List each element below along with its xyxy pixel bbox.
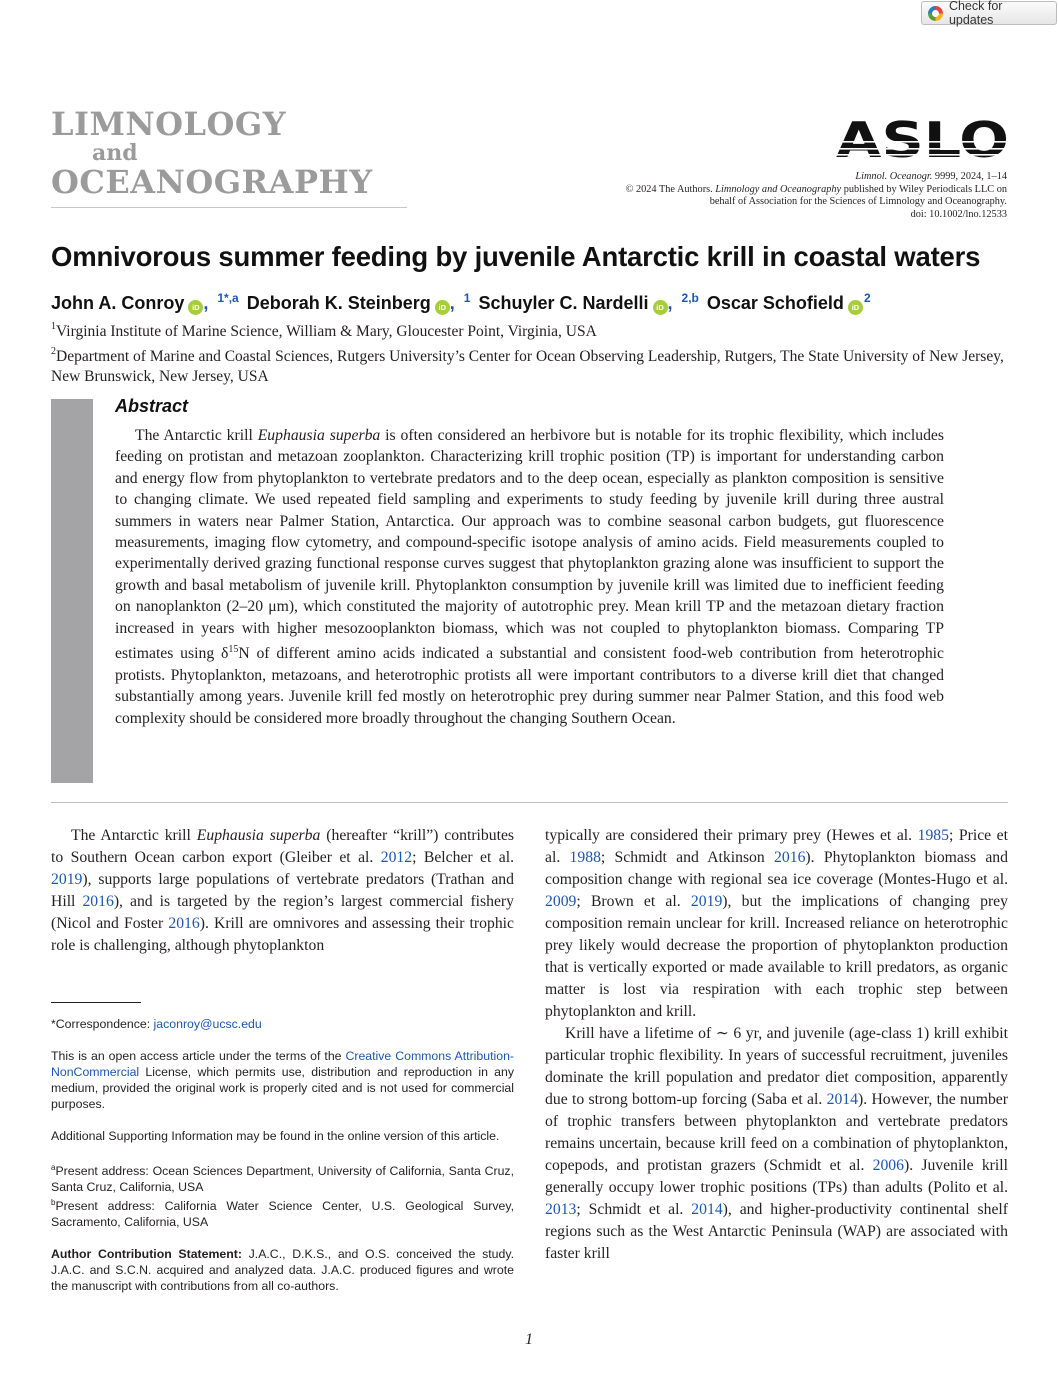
affiliation-1: $^1$Virginia Institute of Marine Science, William & Mary, Gloucester Point, Virginia, USA [51, 321, 597, 341]
correspondence-email-link[interactable]: jaconroy@ucsc.edu [153, 1017, 262, 1031]
footnote-correspondence: *Correspondence: jaconroy@ucsc.edu [51, 1017, 262, 1031]
citation-link[interactable]: 2012 [380, 849, 413, 866]
author-name[interactable]: Deborah K. Steinberg [246, 293, 431, 313]
citation-publisher: published by Wiley Periodicals LLC on [843, 183, 1007, 195]
footnote-open-access: This is an open access article under the terms of the Creative Commons Attribution-NonCommercial License, which permits use, distribution and reproduction in any medium, provided the original work is properly cited and is not used for commercial purposes. [51, 1049, 515, 1111]
citation-volume: 9999, 2024, 1–14 [934, 171, 1007, 182]
citation-link[interactable]: 1988 [569, 849, 601, 866]
author-affiliation-marker[interactable]: 1*,a [217, 291, 239, 305]
citation-link[interactable]: 2016 [168, 915, 200, 932]
orcid-icon[interactable]: iD [435, 300, 450, 315]
author-affiliation-marker[interactable]: 2,b [681, 291, 699, 305]
citation-link[interactable]: 2016 [82, 893, 114, 910]
citation-link[interactable]: 1985 [917, 827, 949, 844]
body-column-right [545, 825, 1008, 1265]
author-affiliation-marker[interactable]: 2 [863, 291, 871, 305]
author-name[interactable]: Schuyler C. Nardelli [478, 293, 649, 313]
citation-link[interactable]: 2014 [691, 1201, 723, 1218]
body-paragraph: typically are considered their primary prey (Hewes et al. 1985; Price et al. 1988; Schmidt and Atkinson 2016). Phytoplankton biomass and composition change with regional sea ice coverage (Montes-Hugo et al. 2009; Brown et al. 2019), but the implications of changing prey composition remain unclear for krill. Increased reliance on heterotrophic prey likely would decrease the proportion of phytoplankton production that is vertically exported or made available to krill predators, as organic matter is lost via respiration with each trophic step between phytoplankton and krill. [545, 827, 1008, 1020]
citation-link[interactable]: 2019 [51, 871, 83, 888]
author: Deborah K. Steinberg iD , 1 [246, 291, 471, 313]
license-link[interactable]: Creative Commons Attribution-NonCommercial [51, 1049, 515, 1079]
footnote-author-contribution: Author Contribution Statement: J.A.C., D.K.S., and O.S. conceived the study. J.A.C. and S.C.N. acquired and analyzed data. J.A.C. produced figures and wrote the manuscript with contributions from all co-authors. [51, 1247, 514, 1294]
orcid-icon[interactable]: iD [188, 300, 203, 315]
citation-link[interactable]: 2009 [545, 893, 577, 910]
abstract-text: The Antarctic krill Euphausia superba is often considered an herbivore but is notable for its trophic flexibility, which includes feeding on protistan and metazoan zooplankton. Characterizing krill trophic position (TP) is important for understanding carbon and energy flow from phytoplankton to vertebrate predators and to the deep ocean, especially as plankton composition is sensitive to changing climate. We used repeated field sampling and experiments to study feeding by juvenile krill during three austral summers in waters near Palmer Station, Antarctica. Our approach was to combine seasonal carbon budgets, gut fluorescence measurements, imaging flow cytometry, and compound-specific isotope analysis of amino acids. Field measurements coupled to experimentally derived grazing functional response curves suggest that phytoplankton grazing alone was insufficient to support the growth and basal metabolism of juvenile krill. Phytoplankton consumption by juvenile krill was limited due to inefficient feeding on nanoplankton (2–20 μm), which constituted the majority of autotrophic prey. Mean krill TP and the metazoan dietary fraction increased in years with higher mesozooplankton biomass, which was not coupled to phytoplankton biomass. Comparing TP estimates using $\delta^{15}N$ of different amino acids indicated a substantial and consistent food-web contribution from heterotrophic protists. Phytoplankton, metazoans, and heterotrophic protists all were important contributors to a diverse krill diet that changed substantially among years. Juvenile krill fed mostly on heterotrophic prey during summer near Palmer Station, and this food web complexity should be considered more broadly throughout the changing Southern Ocean. [115, 427, 945, 727]
citation-journal-abbrev: Limnol. Oceanogr. [855, 171, 933, 182]
journal-title-line3: OCEANOGRAPHY [51, 163, 373, 201]
footnote-supporting-info: Additional Supporting Information may be found in the online version of this article. [51, 1129, 500, 1143]
paper-title: Omnivorous summer feeding by juvenile Antarctic krill in coastal waters [51, 241, 981, 272]
orcid-icon[interactable]: iD [653, 300, 668, 315]
citation-block [527, 171, 1007, 221]
citation-behalf: behalf of Association for the Sciences of Limnology and Oceanography. [709, 196, 1007, 207]
citation-journal-name: Limnology and Oceanography [715, 183, 842, 195]
check-for-updates-button[interactable] [921, 1, 1057, 25]
orcid-icon[interactable]: iD [848, 300, 863, 315]
journal-title [51, 105, 373, 201]
journal-title-line1: LIMNOLOGY [51, 105, 287, 143]
author [707, 293, 871, 314]
author-name[interactable]: Oscar Schofield [706, 293, 844, 313]
journal-title-line2: and [92, 140, 138, 166]
footnote-address-a: $^a$Present address: Ocean Sciences Department, University of California, Santa Cruz, Santa Cruz, California, USA [51, 1163, 514, 1195]
citation-link[interactable]: 2019 [690, 893, 723, 910]
abstract-heading: Abstract [115, 396, 189, 416]
author-list [51, 293, 871, 314]
citation-link[interactable]: 2014 [826, 1091, 858, 1108]
affiliation-2: $^2$Department of Marine and Coastal Sciences, Rutgers University’s Center for Ocean Observing Leadership, Rutgers, The State University of New Jersey, New Brunswick, New Jersey, USA [51, 345, 1004, 386]
body-paragraph: Krill have a lifetime of ∼ 6 yr, and juvenile (age-class 1) krill exhibit particular trophic flexibility. In years of successful recruitment, juveniles dominate the krill population and predator diet composition, apparently due to strong bottom-up forcing (Saba et al. 2014). However, the number of trophic transfers between phytoplankton and vertebrate predators remains uncertain, because krill feed on a combination of phytoplankton, copepods, and protistan grazers (Schmidt et al. 2006). Juvenile krill generally occupy lower trophic positions (TPs) than adults (Polito et al. 2013; Schmidt et al. 2014), and higher-productivity continental shelf regions such as the West Antarctic Peninsula (WAP) are associated with faster krill [545, 1025, 1008, 1262]
abstract-divider [51, 802, 1008, 803]
footnote-address-b: $^b$Present address: California Water Science Center, U.S. Geological Survey, Sacramento, California, USA [51, 1198, 514, 1230]
citation-copyright: © 2024 The Authors. [625, 183, 713, 195]
footnotes [51, 1016, 514, 1310]
body-paragraph: The Antarctic krill Euphausia superba (hereafter “krill”) contributes to Southern Ocean carbon export (Gleiber et al. 2012; Belcher et al. 2019), supports large populations of vertebrate predators (Trathan and Hill 2016), and is targeted by the region’s largest commercial fishery (Nicol and Foster 2016). Krill are omnivores and assessing their trophic role is challenging, although phytoplankton [51, 827, 515, 954]
citation-link[interactable]: 2013 [545, 1201, 577, 1218]
citation-link[interactable]: 2016 [774, 849, 806, 866]
author: Schuyler C. Nardelli iD , 2,b [478, 291, 699, 313]
author-name[interactable]: John A. Conroy [51, 293, 185, 313]
header-divider [51, 207, 407, 208]
check-for-updates-label: Check for updates [948, 0, 1003, 27]
citation-doi[interactable]: doi: 10.1002/lno.12533 [910, 208, 1007, 220]
body-column-left [51, 825, 514, 957]
affiliations [51, 318, 1011, 388]
aslo-logo-icon [836, 117, 1009, 165]
citation-link[interactable]: 2006 [872, 1157, 904, 1174]
crossmark-icon [928, 6, 943, 21]
page-number: 1 [525, 1331, 533, 1348]
author: John A. Conroy iD , 1*,a [51, 291, 239, 313]
author-affiliation-marker[interactable]: 1 [463, 291, 471, 305]
abstract-sidebar-bar [51, 399, 93, 783]
footnote-divider [51, 1002, 141, 1003]
